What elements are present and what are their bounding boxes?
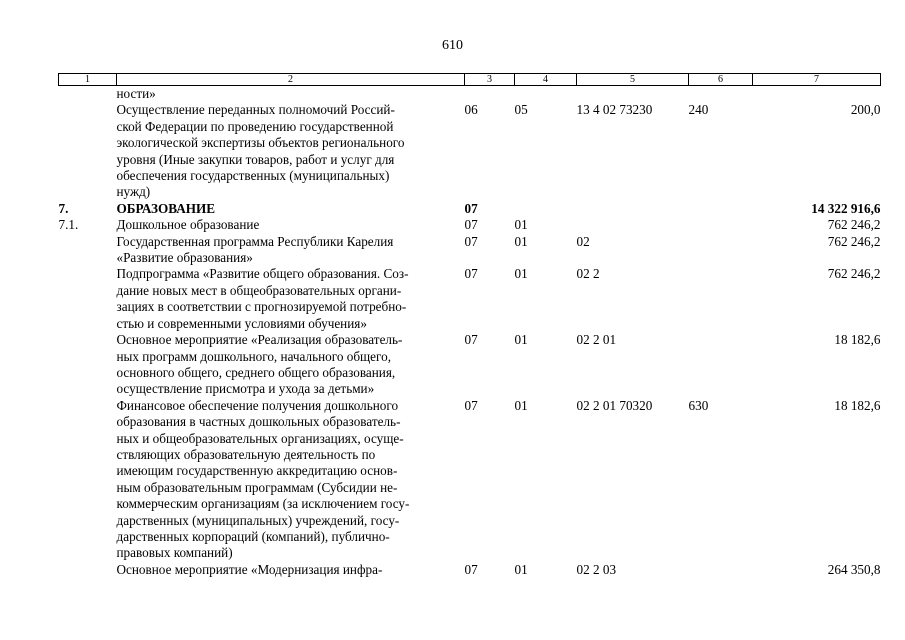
table-row: [59, 102, 881, 200]
row-name: Дошкольное образование: [116, 217, 260, 233]
table-body: [59, 86, 881, 579]
row-name: Осуществление переданных полномочий Россий- ской Федерации по проведению государственной экологической экспертизы объектов регионального уровня (Иные закупки товаров, работ и услуг для обеспечения государственных (муниципальных) нужд): [116, 102, 405, 200]
table-row: [59, 398, 881, 562]
row-expense-type-code: [689, 332, 753, 398]
row-number: [59, 332, 117, 398]
row-amount: 200,0: [850, 102, 881, 118]
row-subsection-code: 01: [514, 332, 528, 348]
row-amount: 14 322 916,6: [811, 200, 881, 216]
row-number: 7.: [58, 200, 69, 216]
row-amount: 18 182,6: [834, 332, 881, 348]
column-header: 7: [753, 74, 881, 86]
column-header: 5: [577, 74, 689, 86]
row-subsection-code: 05: [514, 102, 528, 118]
row-subsection-code: 01: [514, 266, 528, 282]
row-section-code: 07: [464, 200, 478, 216]
row-section-code: 07: [464, 233, 478, 249]
table-row: [59, 217, 881, 233]
row-target-article-code: [577, 201, 689, 217]
column-header: 4: [515, 74, 577, 86]
row-expense-type-code: [689, 217, 753, 233]
column-header: 2: [117, 74, 465, 86]
row-expense-type-code: [689, 562, 753, 578]
row-expense-type-code: [689, 234, 753, 267]
row-target-article-code: 02: [576, 233, 590, 249]
row-expense-type-code: 630: [688, 397, 709, 413]
row-target-article-code: 02 2 01 70320: [576, 397, 653, 413]
row-name: Подпрограмма «Развитие общего образования. Соз- дание новых мест в общеобразовательных органи- зациях в соответствии с прогнозируемой потребно- стью и современными условиями обучения»: [116, 266, 409, 331]
row-expense-type-code: 240: [688, 102, 709, 118]
table-row: [59, 266, 881, 332]
row-subsection-code: 01: [514, 233, 528, 249]
row-number: [59, 234, 117, 267]
row-section-code: 07: [464, 266, 478, 282]
row-number: [59, 398, 117, 562]
row-subsection-code: 01: [514, 217, 528, 233]
column-header: 1: [59, 74, 117, 86]
row-expense-type-code: [689, 201, 753, 217]
continuation-row: [59, 86, 881, 103]
row-subsection-code: 01: [514, 561, 528, 577]
row-number: [59, 102, 117, 200]
row-subsection-code: 01: [514, 397, 528, 413]
row-target-article-code: 02 2 01: [576, 332, 617, 348]
row-amount: 762 246,2: [827, 217, 881, 233]
row-target-article-code: 02 2: [576, 266, 600, 282]
row-amount: 18 182,6: [834, 397, 881, 413]
row-amount: 762 246,2: [827, 266, 881, 282]
column-number-header-row: [59, 74, 881, 86]
row-section-code: 07: [464, 332, 478, 348]
continuation-text: ности»: [116, 86, 156, 101]
row-target-article-code: 02 2 03: [576, 561, 617, 577]
row-target-article-code: [577, 217, 689, 233]
row-name: Государственная программа Республики Карелия «Развитие образования»: [116, 233, 394, 266]
row-number: [59, 266, 117, 332]
row-subsection-code: [515, 201, 577, 217]
table-row: [59, 562, 881, 578]
table-row: [59, 332, 881, 398]
row-amount: 264 350,8: [827, 561, 881, 577]
row-section-code: 07: [464, 217, 478, 233]
page-number: 610: [442, 38, 463, 53]
row-target-article-code: 13 4 02 73230: [576, 102, 653, 118]
row-name: ОБРАЗОВАНИЕ: [116, 200, 216, 216]
row-amount: 762 246,2: [827, 233, 881, 249]
column-header: 3: [465, 74, 515, 86]
row-number: [59, 562, 117, 578]
row-number: 7.1.: [58, 217, 79, 233]
row-name: Основное мероприятие «Модернизация инфра-: [116, 561, 383, 577]
table-row: [59, 201, 881, 217]
row-section-code: 06: [464, 102, 478, 118]
budget-table: [58, 73, 881, 578]
row-name: Финансовое обеспечение получения дошкольного образования в частных дошкольных образователь- ных и общеобразовательных организациях, осуще- ствляющих образовательную деятельность по имеющим государственную аккредитацию основ- ным образовательным программам (Субсидии не- коммерческим организациям (за исключением госу- дарственных (муниципальных) учреждений, госу- дарственных корпораций (компаний), публично- правовых компаний): [116, 397, 410, 561]
column-header: 6: [689, 74, 753, 86]
row-name: Основное мероприятие «Реализация образователь- ных программ дошкольного, начального общего, основного общего, среднего общего образования, осуществление присмотра и ухода за детьми»: [116, 332, 403, 397]
row-section-code: 07: [464, 561, 478, 577]
table-row: [59, 234, 881, 267]
row-section-code: 07: [464, 397, 478, 413]
row-expense-type-code: [689, 266, 753, 332]
